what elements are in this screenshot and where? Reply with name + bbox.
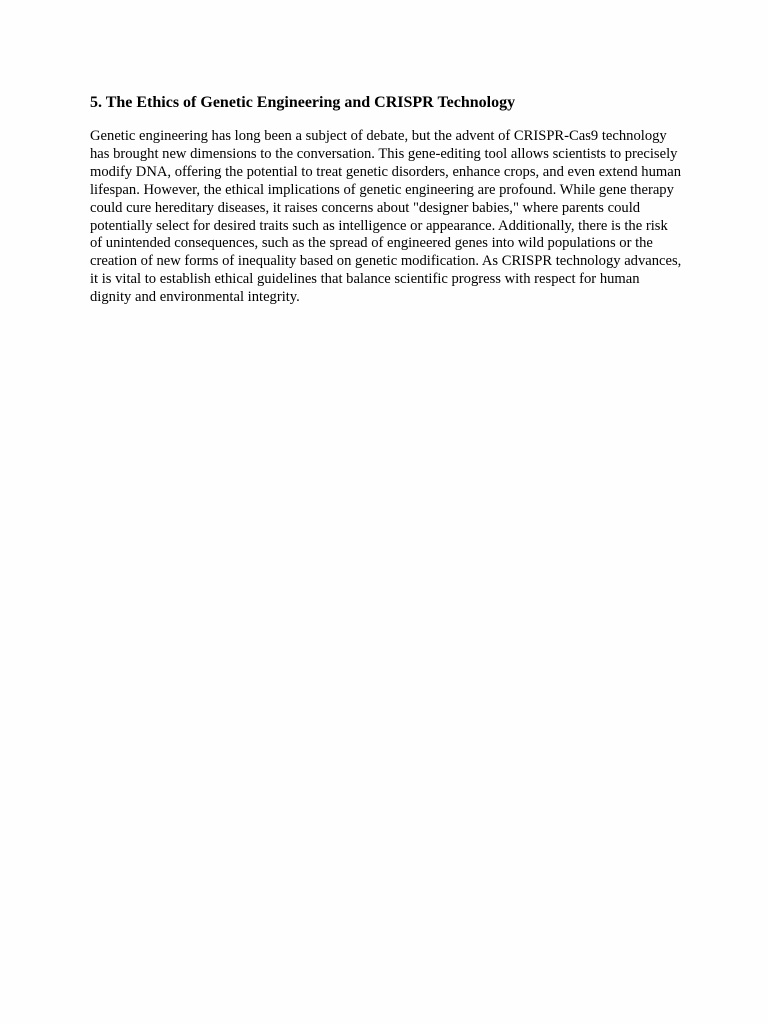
section-heading: 5. The Ethics of Genetic Engineering and CRISPR Technology: [90, 94, 516, 111]
section-paragraph: Genetic engineering has long been a subject of debate, but the advent of CRISPR-Cas9 technology has brought new dimensions to the conversation. This gene-editing tool allows scientists to precisely modify DNA, offering the potential to treat genetic disorders, enhance crops, and even extend human lifespan. However, the ethical implications of genetic engineering are profound. While gene therapy could cure hereditary diseases, it raises concerns about "designer babies," where parents could potentially select for desired traits such as intelligence or appearance. Additionally, there is the risk of unintended consequences, such as the spread of engineered genes into wild populations or the creation of new forms of inequality based on genetic modification. As CRISPR technology advances, it is vital to establish ethical guidelines that balance scientific progress with respect for human dignity and environmental integrity.: [90, 128, 682, 306]
section-5: [90, 92, 682, 307]
